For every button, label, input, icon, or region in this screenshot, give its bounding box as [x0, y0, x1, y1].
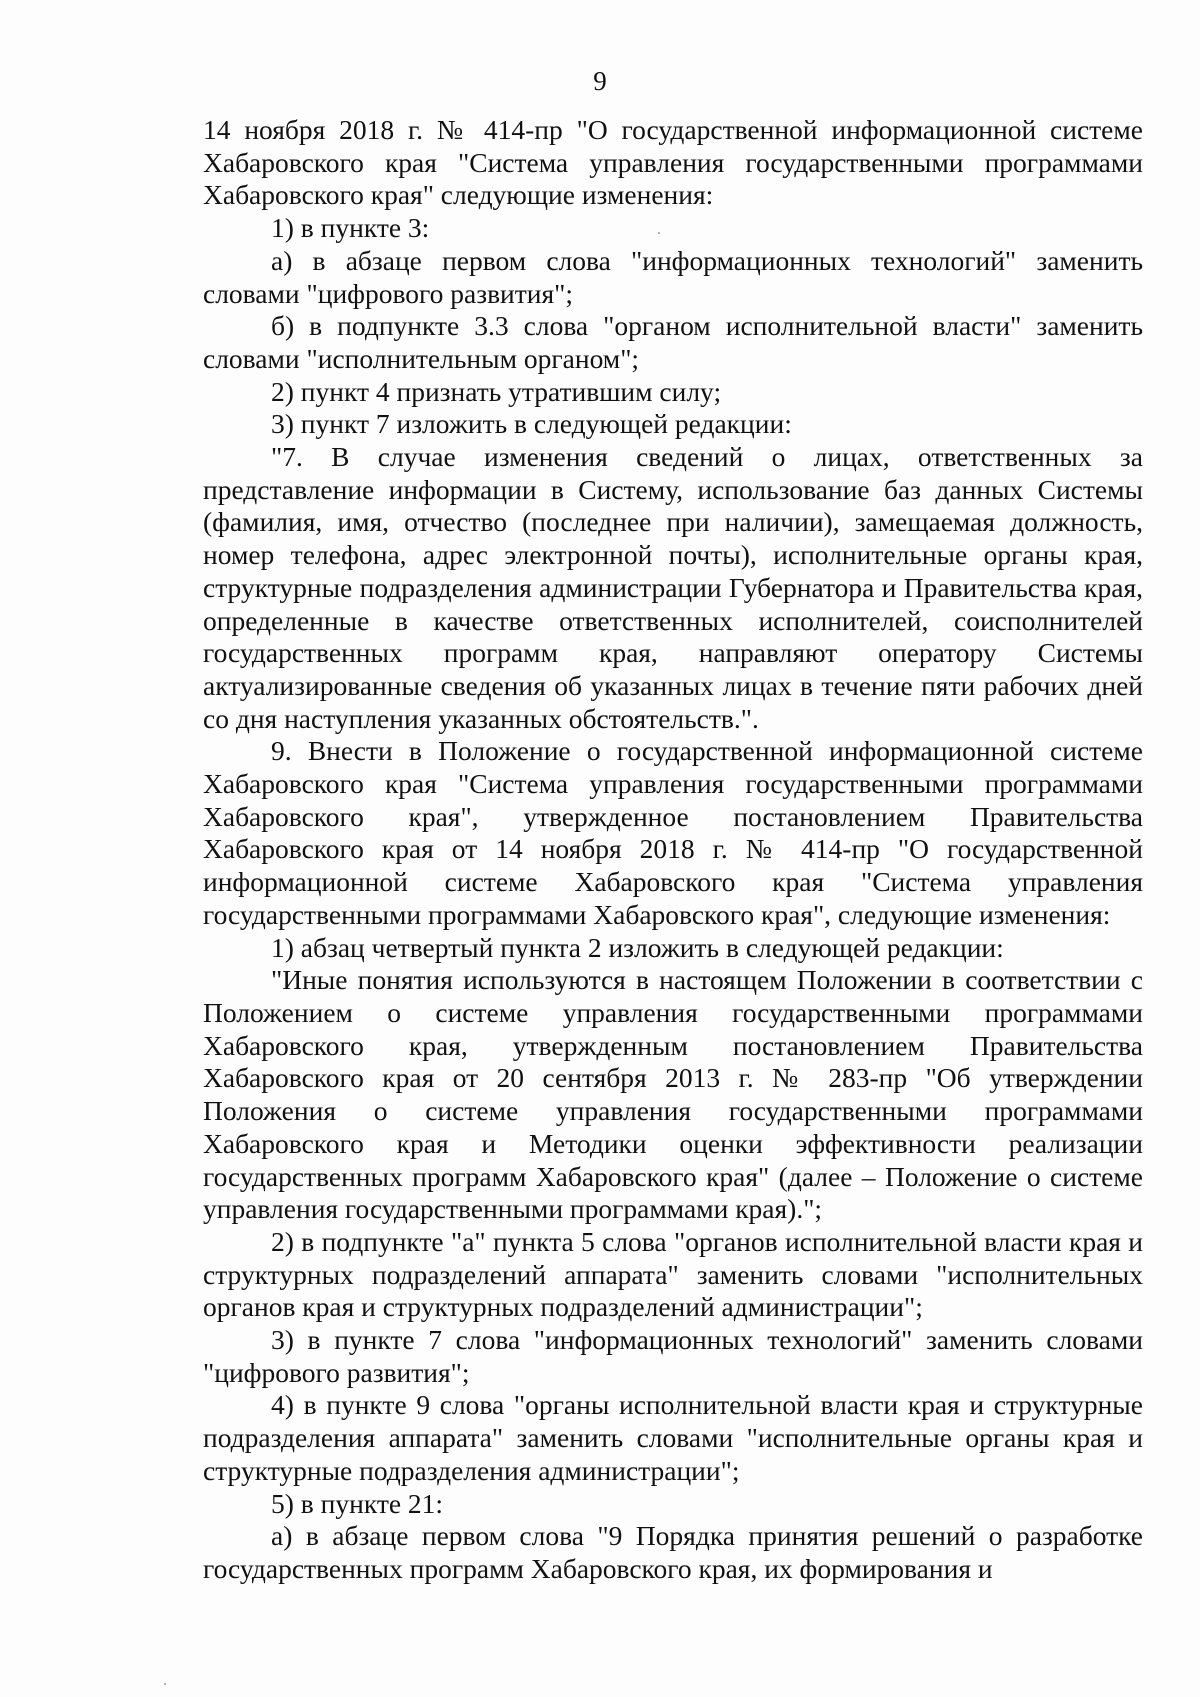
scan-speck: [164, 1683, 166, 1685]
paragraph-item-1-point-3: 1) в пункте 3:: [271, 212, 430, 244]
page-number: 9: [593, 66, 607, 96]
paragraph-quoted-point-7: "7. В случае изменения сведений о лицах, ответственных за представление информации в Систему, использование баз данных Системы (фамилия, имя, отчество (последнее при наличии), замещаемая должность, номер телефона, адрес электронной почты), исполнительные органы края, структурные подразделения администрации Губернатора и Правительства края, определенные в качестве ответственных исполнителей, соисполнителей государственных программ края, направляют оператору Системы актуализированные сведения об указанных лицах в течение пяти рабочих дней со дня наступления указанных обстоятельств.".: [203, 441, 1143, 734]
paragraph-section-9: 9. Внести в Положение о государственной информационной системе Хабаровского края "Система управления государственными программами Хабаровского края", утвержденное постановлением Правительства Хабаровского края от 14 ноября 2018 г. № 414-пр "О государственной информационной системе Хабаровского края "Система управления государственными программами Хабаровского края", следующие изменения:: [203, 735, 1143, 930]
paragraph-s9-subitem-a: а) в абзаце первом слова "9 Порядка принятия решений о разработке государственных программ Хабаровского края, их формирования и: [203, 1520, 1143, 1584]
document-body: [203, 114, 1143, 1586]
paragraph-item-2-point-4: 2) пункт 4 признать утратившим силу;: [271, 375, 722, 407]
paragraph-s9-item-2: 2) в подпункте "а" пункта 5 слова "органов исполнительной власти края и структурных подразделений аппарата" заменить словами "исполнительных органов края и структурных подразделений администрации";: [203, 1225, 1143, 1323]
paragraph-s9-item-3: 3) в пункте 7 слова "информационных технологий" заменить словами "цифрового развития";: [203, 1324, 1143, 1388]
paragraph-s9-item-5: 5) в пункте 21:: [271, 1487, 444, 1519]
paragraph-continuation: 14 ноября 2018 г. № 414-пр "О государственной информационной системе Хабаровского края "Система управления государственными программами Хабаровского края" следующие изменения:: [203, 114, 1143, 211]
paragraph-s9-item-4: 4) в пункте 9 слова "органы исполнительной власти края и структурные подразделения аппарата" заменить словами "исполнительные органы края и структурные подразделения администрации";: [203, 1389, 1143, 1486]
paragraph-item-3-point-7: 3) пункт 7 изложить в следующей редакции:: [271, 408, 792, 440]
paragraph-s9-item-1: 1) абзац четвертый пункта 2 изложить в следующей редакции:: [271, 931, 1004, 963]
paragraph-subitem-b: б) в подпункте 3.3 слова "органом исполнительной власти" заменить словами "исполнительным органом";: [203, 310, 1143, 374]
paragraph-s9-quoted-definition: "Иные понятия используются в настоящем Положении в соответствии с Положением о системе управления государственными программами Хабаровского края, утвержденным постановлением Правительства Хабаровского края от 20 сентября 2013 г. № 283-пр "Об утверждении Положения о системе управления государственными программами Хабаровского края и Методики оценки эффективности реализации государственных программ Хабаровского края" (далее – Положение о системе управления государственными программами края).";: [203, 964, 1143, 1225]
paragraph-subitem-a: а) в абзаце первом слова "информационных технологий" заменить словами "цифрового развития";: [203, 244, 1143, 309]
scan-speck: [658, 232, 660, 234]
